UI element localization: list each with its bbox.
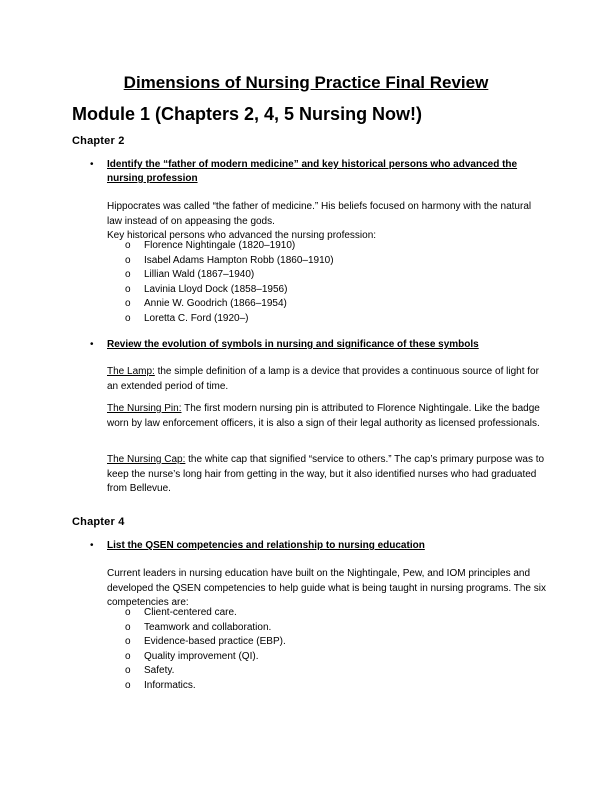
pin-label: The Nursing Pin: [107,403,182,414]
cap-label: The Nursing Cap: [107,454,186,465]
bullet-heading: Identify the “father of modern medicine” and key historical persons who advanced the nursing profession [107,159,518,184]
cap-description: the white cap that signified “service to others.” The cap’s primary purpose was to keep the nurse’s long hair from getting in the way, but it also identified nurses who had graduated from Bellevue. [107,454,545,494]
bullet-heading: List the QSEN competencies and relationship to nursing education [107,540,425,551]
bullet-icon: • [90,540,94,551]
nursing-cap-paragraph [107,453,547,497]
chapter-2-heading: Chapter 2 [72,135,125,147]
document-page: Dimensions of Nursing Practice Final Review Module 1 (Chapters 2, 4, 5 Nursing Now!) Chapter 2 • Identify the “father of modern medicine” and key historical persons who advanced the nursing profession Hippocrates was called “the father of medicine.” His beliefs focused on harmony with the natural law instead of on appeasing the gods. Key historical persons who advanced the nursing profession: o Florence Nightingale (1820–1910) o Isabel Adams Hampton Robb (1860–1910) o Lillian Wald (1867–1940) o Lavinia Lloyd Dock (1858–1956) o Annie W. Goodrich (1866–1954) o Loretta C. Ford (1920–) • Review the evolution of symbols in nursing and significance of these symbols The Lamp: the simple definition of a lamp is a device that provides a continuous source of light for an extended period of time. The Nursing Pin: The first modern nursing pin is attributed to Florence Nightingale. Like the badge worn by law enforcement officers, it is also a sign of their legal authority as licensed professionals. The Nursing Cap: the white cap that signified “service to others.” The cap’s primary purpose was to keep the nurse’s long hair from getting in the way, but it also identified nurses who had graduated from Bellevue. Chapter 4 • List the QSEN competencies and relationship to nursing education Current leaders in nursing education have built on the Nightingale, Pew, and IOM principles and developed the QSEN competencies to help guide what is being taught in nursing programs. The six competencies are: o Client-centered care. o Teamwork and collaboration. o Evidence-based practice (EBP). o Quality improvement (QI). o Safety. o Informatics. [0,0,612,792]
list-marker-icon: o [125,650,131,662]
list-marker-icon: o [125,312,131,324]
list-marker-icon: o [125,269,131,280]
document-title: Dimensions of Nursing Practice Final Review [123,73,489,92]
nursing-pin-paragraph [107,402,547,431]
list-marker-icon: o [125,679,131,691]
hippocrates-paragraph [107,200,547,244]
module-heading: Module 1 (Chapters 2, 4, 5 Nursing Now!) [72,104,423,124]
lamp-description: the simple definition of a lamp is a device that provides a continuous source of light for an extended period of time. [107,366,539,392]
paragraph-line: Key historical persons who advanced the nursing profession: [107,230,377,241]
list-marker-icon: o [125,665,131,676]
list-marker-icon: o [125,240,131,251]
list-marker-icon: o [125,298,131,309]
bullet-icon: • [90,159,94,170]
bullet-icon: • [90,339,94,350]
list-marker-icon: o [125,607,131,618]
list-marker-icon: o [125,621,131,633]
list-marker-icon: o [125,636,131,647]
bullet-heading: Review the evolution of symbols in nursing and significance of these symbols [107,339,479,350]
paragraph-line: Hippocrates was called “the father of medicine.” His beliefs focused on harmony with the natural [107,201,532,212]
chapter-4-heading: Chapter 4 [72,516,125,528]
lamp-label: The Lamp: [107,366,155,377]
list-marker-icon: o [125,283,131,295]
pin-description: The first modern nursing pin is attributed to Florence Nightingale. Like the badge worn by law enforcement officers, it is also a sign of their legal authority as licensed professionals. [107,403,540,429]
lamp-paragraph [107,365,547,394]
paragraph-line: law instead of on appeasing the gods. [107,215,275,227]
list-marker-icon: o [125,254,131,266]
qsen-paragraph: Current leaders in nursing education have built on the Nightingale, Pew, and IOM principles and developed the QSEN competencies to help guide what is being taught in nursing programs. The six competencies are: [107,568,546,608]
